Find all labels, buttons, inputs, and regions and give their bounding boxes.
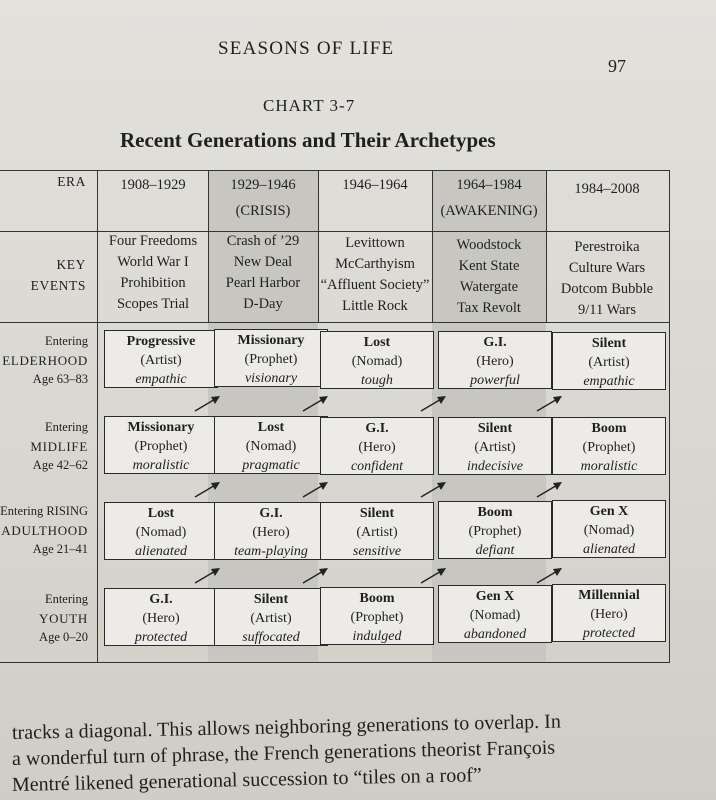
- generation-box: [320, 417, 434, 475]
- row-header-line: Entering: [44, 334, 88, 348]
- generation-box: [214, 588, 328, 646]
- generation-name: G.I.: [365, 421, 389, 436]
- row-header-line: Entering: [44, 420, 88, 434]
- generation-box: [214, 329, 328, 387]
- era-cell: [432, 172, 546, 224]
- event: World War I: [117, 254, 189, 270]
- event: Watergate: [459, 279, 519, 295]
- events-cell: [208, 231, 318, 315]
- event: Crash of ’29: [226, 233, 300, 249]
- diagonal-arrow-icon: [192, 566, 222, 586]
- era-note: (AWAKENING): [440, 203, 538, 219]
- era-cell: [546, 176, 668, 202]
- running-head: SEASONS OF LIFE: [218, 38, 395, 59]
- generation-name: Boom: [591, 421, 627, 436]
- event: 9/11 Wars: [577, 302, 637, 318]
- events-cell: [98, 231, 208, 315]
- event: McCarthyism: [335, 256, 415, 272]
- event: D-Day: [243, 296, 283, 312]
- era-header: ERA: [57, 174, 86, 189]
- generation-name: G.I.: [149, 592, 173, 607]
- event: Pearl Harbor: [225, 275, 301, 291]
- generation-archetype: (Nomad): [583, 523, 635, 538]
- generation-name: Missionary: [127, 420, 195, 435]
- generation-archetype: (Nomad): [245, 439, 297, 454]
- generation-box: [438, 585, 552, 643]
- generation-trait: moralistic: [580, 459, 638, 474]
- generation-name: Silent: [359, 506, 395, 521]
- generation-trait: suffocated: [242, 630, 300, 645]
- generation-name: Missionary: [237, 333, 305, 348]
- era-cell: [208, 172, 318, 224]
- generation-box: [320, 502, 434, 560]
- events-row-rule: [0, 322, 670, 323]
- generation-name: Gen X: [589, 504, 629, 519]
- generation-box: [438, 501, 552, 559]
- generation-trait: moralistic: [132, 458, 190, 473]
- generation-archetype: (Artist): [140, 353, 182, 368]
- generation-box: [104, 502, 218, 560]
- event: Four Freedoms: [108, 233, 198, 249]
- generation-archetype: (Nomad): [351, 354, 403, 369]
- generation-box: [320, 331, 434, 389]
- diagonal-arrow-icon: [418, 480, 448, 500]
- generation-box: [552, 417, 666, 475]
- generation-box: [214, 416, 328, 474]
- row-header-stage: YOUTH: [39, 611, 88, 626]
- row-header-age: Age 63–83: [32, 372, 88, 386]
- row-header-stage: MIDLIFE: [30, 439, 88, 454]
- diagonal-arrow-icon: [300, 394, 330, 414]
- diagonal-arrow-icon: [534, 394, 564, 414]
- diagonal-arrow-icon: [192, 480, 222, 500]
- body-text: [11, 710, 712, 798]
- event: Perestroika: [574, 239, 640, 255]
- diagonal-arrow-icon: [192, 394, 222, 414]
- generation-archetype: (Nomad): [135, 525, 187, 540]
- generation-archetype: (Prophet): [134, 439, 188, 454]
- diagonal-arrow-icon: [418, 566, 448, 586]
- generation-archetype: (Artist): [250, 611, 292, 626]
- row-header-youth: [0, 590, 88, 647]
- row-header-line: Entering RISING: [0, 504, 88, 518]
- generation-archetype: (Prophet): [468, 524, 522, 539]
- body-line: Mentré likened generational succession to “tiles on a roof”: [11, 764, 482, 796]
- events-cell: [546, 237, 668, 321]
- generation-trait: confident: [350, 459, 404, 474]
- body-line: a wonderful turn of phrase, the French generations theorist François: [11, 736, 556, 770]
- generation-archetype: (Prophet): [582, 440, 636, 455]
- row-header-age: Age 42–62: [32, 458, 88, 472]
- page-number: 97: [608, 56, 626, 76]
- generation-trait: protected: [582, 626, 636, 641]
- generation-name: G.I.: [259, 506, 283, 521]
- generation-name: Silent: [477, 421, 513, 436]
- generation-trait: tough: [361, 373, 393, 388]
- row-header-line: Entering: [44, 592, 88, 606]
- generation-name: G.I.: [483, 335, 507, 350]
- row-header-elderhood: [0, 332, 88, 389]
- event: Prohibition: [120, 275, 186, 291]
- generation-box: [320, 587, 434, 645]
- event: New Deal: [233, 254, 293, 270]
- generation-trait: abandoned: [463, 627, 527, 642]
- diagonal-arrow-icon: [300, 480, 330, 500]
- body-line: tracks a diagonal. This allows neighboring generations to overlap. In: [11, 710, 562, 744]
- generation-box: [438, 331, 552, 389]
- generation-trait: defiant: [475, 543, 515, 558]
- generation-archetype: (Hero): [252, 525, 290, 540]
- row-header-rising-adulthood: [0, 502, 88, 559]
- generation-box: [104, 330, 218, 388]
- generation-name: Lost: [147, 506, 175, 521]
- generation-trait: indulged: [352, 629, 402, 644]
- table-right-rule: [669, 170, 670, 662]
- chart-title: Recent Generations and Their Archetypes: [120, 128, 496, 152]
- generation-name: Boom: [477, 505, 513, 520]
- generation-archetype: (Nomad): [469, 608, 521, 623]
- event: Woodstock: [456, 237, 522, 253]
- generation-archetype: (Artist): [588, 355, 630, 370]
- generation-box: [552, 332, 666, 390]
- event: Kent State: [458, 258, 520, 274]
- generation-name: Millennial: [578, 588, 640, 603]
- generation-trait: empathic: [583, 374, 635, 389]
- event: Culture Wars: [568, 260, 646, 276]
- era-note: (CRISIS): [235, 203, 291, 219]
- generation-archetype: (Prophet): [244, 352, 298, 367]
- event: “Affluent Society”: [320, 277, 430, 293]
- event: Levittown: [345, 235, 405, 251]
- events-cell: [318, 233, 432, 317]
- generation-trait: indecisive: [467, 459, 523, 474]
- era-years: 1946–1964: [342, 177, 408, 193]
- generation-trait: powerful: [470, 373, 520, 388]
- generation-box: [552, 584, 666, 642]
- event: Scopes Trial: [116, 296, 190, 312]
- generations-chart: [0, 170, 670, 662]
- generation-trait: alienated: [134, 544, 188, 559]
- row-header-stage: ELDERHOOD: [2, 353, 88, 368]
- row-header-stage: ADULTHOOD: [1, 523, 88, 538]
- generation-archetype: (Artist): [356, 525, 398, 540]
- key-events-header-line: EVENTS: [30, 278, 86, 293]
- generation-name: Silent: [253, 592, 289, 607]
- diagonal-arrow-icon: [534, 566, 564, 586]
- generation-name: Boom: [359, 591, 395, 606]
- generation-trait: protected: [134, 630, 188, 645]
- diagonal-arrow-icon: [418, 394, 448, 414]
- event: Dotcom Bubble: [560, 281, 654, 297]
- chart-label: CHART 3-7: [263, 96, 356, 115]
- row-header-age: Age 0–20: [39, 630, 88, 644]
- diagonal-arrow-icon: [300, 566, 330, 586]
- events-cell: [432, 235, 546, 319]
- table-top-rule: [0, 170, 670, 171]
- generation-trait: empathic: [135, 372, 187, 387]
- generation-box: [104, 416, 218, 474]
- event: Little Rock: [342, 298, 408, 314]
- diagonal-arrow-icon: [534, 480, 564, 500]
- generation-name: Gen X: [475, 589, 515, 604]
- generation-box: [552, 500, 666, 558]
- generation-name: Progressive: [126, 334, 196, 349]
- generation-archetype: (Artist): [474, 440, 516, 455]
- generation-archetype: (Hero): [590, 607, 628, 622]
- era-years: 1929–1946: [230, 177, 296, 193]
- generation-trait: alienated: [582, 542, 636, 557]
- generation-archetype: (Hero): [142, 611, 180, 626]
- era-years: 1964–1984: [456, 177, 522, 193]
- generation-trait: sensitive: [352, 544, 402, 559]
- key-events-header: [20, 254, 86, 296]
- generation-archetype: (Prophet): [350, 610, 404, 625]
- row-header-age: Age 21–41: [32, 542, 88, 556]
- generation-box: [214, 502, 328, 560]
- era-cell: [318, 172, 432, 198]
- era-years: 1908–1929: [120, 177, 186, 193]
- era-cell: [98, 172, 208, 198]
- generation-trait: team-playing: [234, 544, 308, 559]
- event: Tax Revolt: [457, 300, 521, 316]
- generation-name: Lost: [363, 335, 391, 350]
- key-events-header-line: KEY: [56, 257, 86, 272]
- era-years: 1984–2008: [574, 181, 640, 197]
- generation-trait: visionary: [244, 371, 298, 386]
- generation-trait: pragmatic: [242, 458, 300, 473]
- table-bottom-rule: [0, 662, 670, 663]
- generation-box: [104, 588, 218, 646]
- generation-box: [438, 417, 552, 475]
- generation-archetype: (Hero): [476, 354, 514, 369]
- generation-name: Silent: [591, 336, 627, 351]
- generation-archetype: (Hero): [358, 440, 396, 455]
- row-header-midlife: [0, 418, 88, 475]
- generation-name: Lost: [257, 420, 285, 435]
